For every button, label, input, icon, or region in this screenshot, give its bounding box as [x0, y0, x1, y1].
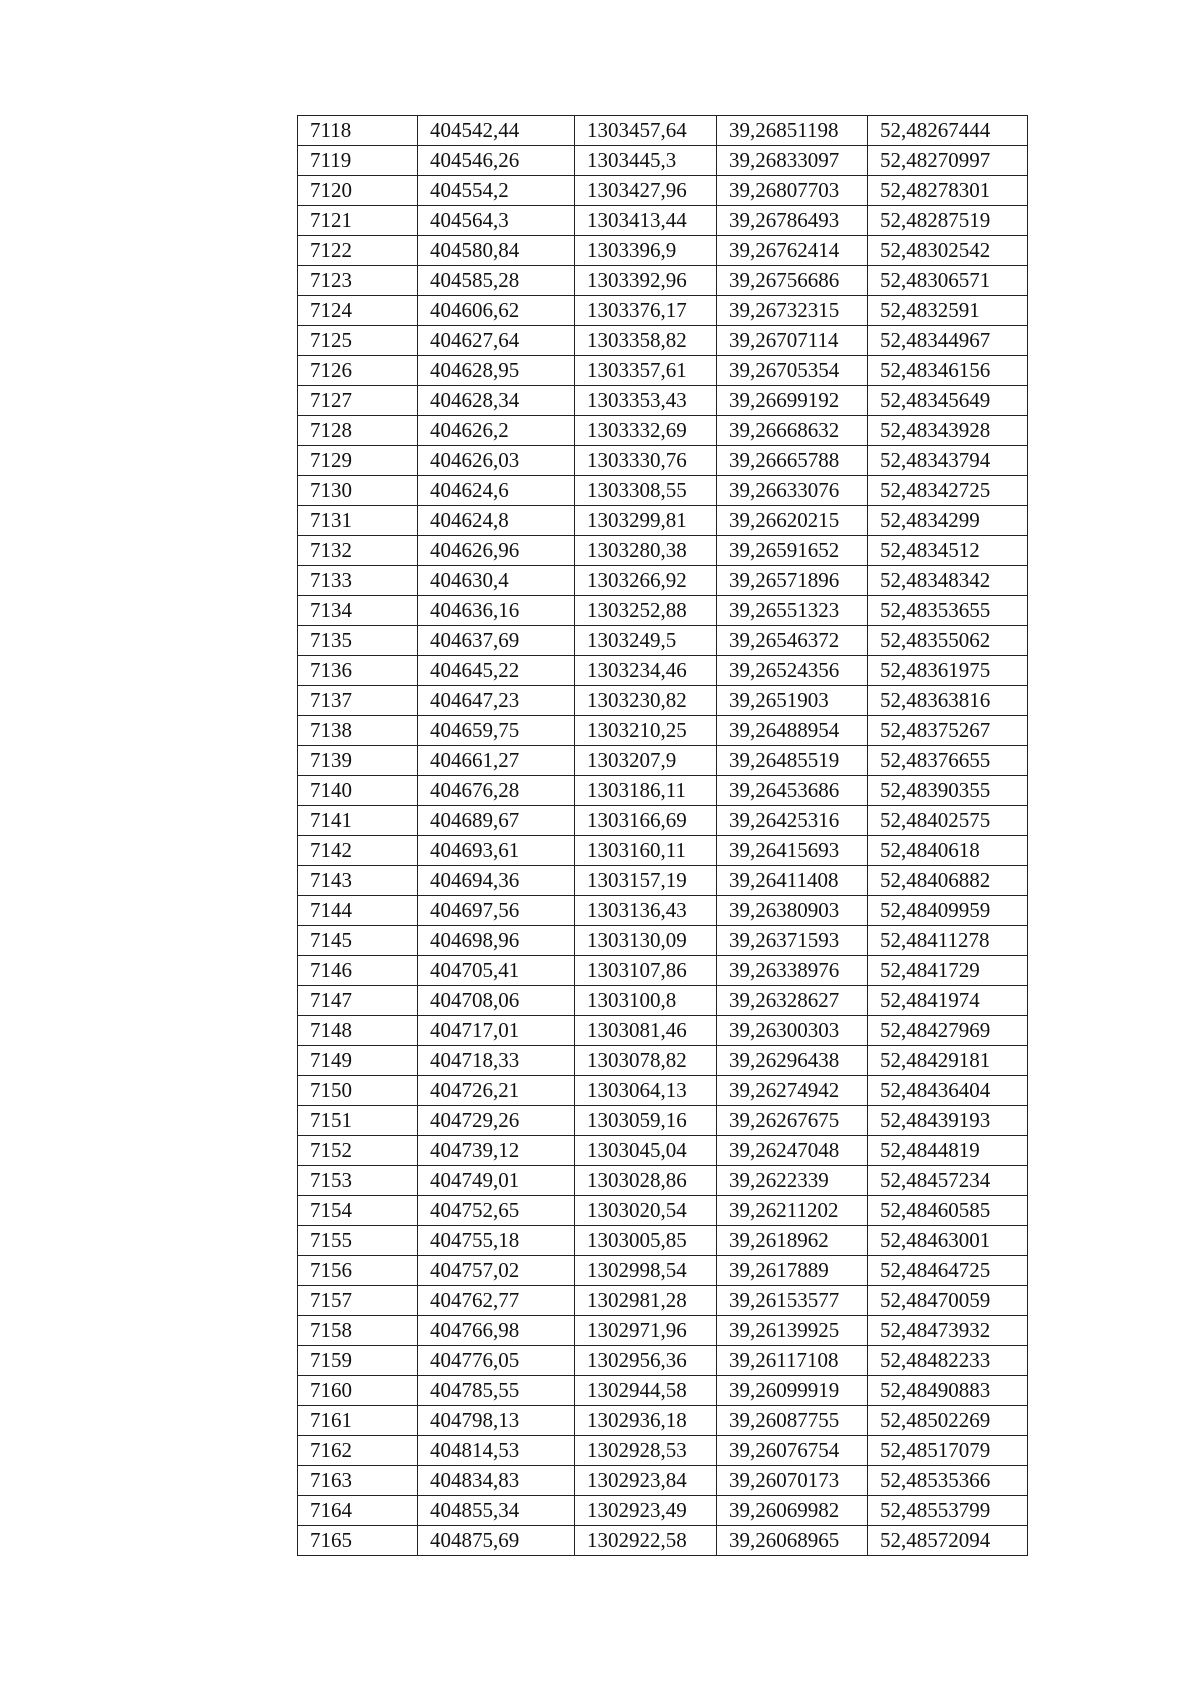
longitude-cell: 39,26620215 — [717, 506, 868, 536]
x-coordinate-cell: 404628,95 — [418, 356, 575, 386]
latitude-cell: 52,48460585 — [868, 1196, 1028, 1226]
point-number-cell: 7163 — [298, 1466, 418, 1496]
point-number-cell: 7129 — [298, 446, 418, 476]
longitude-cell: 39,26069982 — [717, 1496, 868, 1526]
latitude-cell: 52,4844819 — [868, 1136, 1028, 1166]
latitude-cell: 52,4834512 — [868, 536, 1028, 566]
latitude-cell: 52,48457234 — [868, 1166, 1028, 1196]
table-row — [298, 176, 1028, 206]
table-row — [298, 656, 1028, 686]
table-row — [298, 896, 1028, 926]
longitude-cell: 39,2622339 — [717, 1166, 868, 1196]
table-row — [298, 1196, 1028, 1226]
point-number-cell: 7119 — [298, 146, 418, 176]
y-coordinate-cell: 1303413,44 — [575, 206, 717, 236]
x-coordinate-cell: 404636,16 — [418, 596, 575, 626]
y-coordinate-cell: 1303396,9 — [575, 236, 717, 266]
table-row — [298, 566, 1028, 596]
table-row — [298, 296, 1028, 326]
longitude-cell: 39,26762414 — [717, 236, 868, 266]
table-row — [298, 506, 1028, 536]
longitude-cell: 39,26705354 — [717, 356, 868, 386]
point-number-cell: 7139 — [298, 746, 418, 776]
latitude-cell: 52,48348342 — [868, 566, 1028, 596]
point-number-cell: 7123 — [298, 266, 418, 296]
y-coordinate-cell: 1303045,04 — [575, 1136, 717, 1166]
point-number-cell: 7140 — [298, 776, 418, 806]
y-coordinate-cell: 1303330,76 — [575, 446, 717, 476]
x-coordinate-cell: 404739,12 — [418, 1136, 575, 1166]
table-row — [298, 836, 1028, 866]
x-coordinate-cell: 404637,69 — [418, 626, 575, 656]
point-number-cell: 7149 — [298, 1046, 418, 1076]
x-coordinate-cell: 404726,21 — [418, 1076, 575, 1106]
longitude-cell: 39,26274942 — [717, 1076, 868, 1106]
latitude-cell: 52,48343794 — [868, 446, 1028, 476]
point-number-cell: 7154 — [298, 1196, 418, 1226]
y-coordinate-cell: 1303020,54 — [575, 1196, 717, 1226]
table-row — [298, 1016, 1028, 1046]
latitude-cell: 52,48270997 — [868, 146, 1028, 176]
point-number-cell: 7155 — [298, 1226, 418, 1256]
x-coordinate-cell: 404855,34 — [418, 1496, 575, 1526]
x-coordinate-cell: 404627,64 — [418, 326, 575, 356]
y-coordinate-cell: 1303457,64 — [575, 116, 717, 146]
longitude-cell: 39,26488954 — [717, 716, 868, 746]
x-coordinate-cell: 404834,83 — [418, 1466, 575, 1496]
x-coordinate-cell: 404676,28 — [418, 776, 575, 806]
longitude-cell: 39,26068965 — [717, 1526, 868, 1556]
y-coordinate-cell: 1302936,18 — [575, 1406, 717, 1436]
x-coordinate-cell: 404624,6 — [418, 476, 575, 506]
longitude-cell: 39,26524356 — [717, 656, 868, 686]
y-coordinate-cell: 1303234,46 — [575, 656, 717, 686]
x-coordinate-cell: 404752,65 — [418, 1196, 575, 1226]
x-coordinate-cell: 404755,18 — [418, 1226, 575, 1256]
point-number-cell: 7136 — [298, 656, 418, 686]
longitude-cell: 39,26833097 — [717, 146, 868, 176]
point-number-cell: 7127 — [298, 386, 418, 416]
point-number-cell: 7128 — [298, 416, 418, 446]
table-row — [298, 1346, 1028, 1376]
point-number-cell: 7158 — [298, 1316, 418, 1346]
x-coordinate-cell: 404554,2 — [418, 176, 575, 206]
point-number-cell: 7120 — [298, 176, 418, 206]
longitude-cell: 39,26076754 — [717, 1436, 868, 1466]
longitude-cell: 39,26591652 — [717, 536, 868, 566]
x-coordinate-cell: 404628,34 — [418, 386, 575, 416]
x-coordinate-cell: 404749,01 — [418, 1166, 575, 1196]
longitude-cell: 39,26211202 — [717, 1196, 868, 1226]
y-coordinate-cell: 1303100,8 — [575, 986, 717, 1016]
table-row — [298, 1286, 1028, 1316]
y-coordinate-cell: 1303186,11 — [575, 776, 717, 806]
latitude-cell: 52,48402575 — [868, 806, 1028, 836]
y-coordinate-cell: 1303028,86 — [575, 1166, 717, 1196]
longitude-cell: 39,2617889 — [717, 1256, 868, 1286]
x-coordinate-cell: 404757,02 — [418, 1256, 575, 1286]
y-coordinate-cell: 1303166,69 — [575, 806, 717, 836]
x-coordinate-cell: 404762,77 — [418, 1286, 575, 1316]
x-coordinate-cell: 404875,69 — [418, 1526, 575, 1556]
longitude-cell: 39,2618962 — [717, 1226, 868, 1256]
point-number-cell: 7134 — [298, 596, 418, 626]
x-coordinate-cell: 404698,96 — [418, 926, 575, 956]
latitude-cell: 52,48470059 — [868, 1286, 1028, 1316]
table-row — [298, 716, 1028, 746]
y-coordinate-cell: 1302923,49 — [575, 1496, 717, 1526]
longitude-cell: 39,26099919 — [717, 1376, 868, 1406]
y-coordinate-cell: 1303064,13 — [575, 1076, 717, 1106]
y-coordinate-cell: 1303308,55 — [575, 476, 717, 506]
x-coordinate-cell: 404708,06 — [418, 986, 575, 1016]
longitude-cell: 39,26851198 — [717, 116, 868, 146]
x-coordinate-cell: 404564,3 — [418, 206, 575, 236]
y-coordinate-cell: 1303005,85 — [575, 1226, 717, 1256]
x-coordinate-cell: 404729,26 — [418, 1106, 575, 1136]
x-coordinate-cell: 404659,75 — [418, 716, 575, 746]
x-coordinate-cell: 404705,41 — [418, 956, 575, 986]
point-number-cell: 7126 — [298, 356, 418, 386]
point-number-cell: 7146 — [298, 956, 418, 986]
table-row — [298, 446, 1028, 476]
y-coordinate-cell: 1303136,43 — [575, 896, 717, 926]
table-row — [298, 146, 1028, 176]
latitude-cell: 52,48345649 — [868, 386, 1028, 416]
y-coordinate-cell: 1303252,88 — [575, 596, 717, 626]
latitude-cell: 52,48553799 — [868, 1496, 1028, 1526]
longitude-cell: 39,26665788 — [717, 446, 868, 476]
point-number-cell: 7132 — [298, 536, 418, 566]
longitude-cell: 39,26485519 — [717, 746, 868, 776]
latitude-cell: 52,48429181 — [868, 1046, 1028, 1076]
y-coordinate-cell: 1303358,82 — [575, 326, 717, 356]
x-coordinate-cell: 404776,05 — [418, 1346, 575, 1376]
table-row — [298, 536, 1028, 566]
x-coordinate-cell: 404606,62 — [418, 296, 575, 326]
point-number-cell: 7138 — [298, 716, 418, 746]
x-coordinate-cell: 404626,2 — [418, 416, 575, 446]
table-row — [298, 806, 1028, 836]
longitude-cell: 39,26807703 — [717, 176, 868, 206]
latitude-cell: 52,48361975 — [868, 656, 1028, 686]
latitude-cell: 52,48436404 — [868, 1076, 1028, 1106]
longitude-cell: 39,26087755 — [717, 1406, 868, 1436]
table-row — [298, 866, 1028, 896]
y-coordinate-cell: 1303107,86 — [575, 956, 717, 986]
latitude-cell: 52,48376655 — [868, 746, 1028, 776]
point-number-cell: 7145 — [298, 926, 418, 956]
table-row — [298, 1076, 1028, 1106]
y-coordinate-cell: 1303230,82 — [575, 686, 717, 716]
y-coordinate-cell: 1303445,3 — [575, 146, 717, 176]
latitude-cell: 52,48473932 — [868, 1316, 1028, 1346]
table-row — [298, 236, 1028, 266]
latitude-cell: 52,4841729 — [868, 956, 1028, 986]
x-coordinate-cell: 404626,96 — [418, 536, 575, 566]
y-coordinate-cell: 1303210,25 — [575, 716, 717, 746]
point-number-cell: 7121 — [298, 206, 418, 236]
y-coordinate-cell: 1302923,84 — [575, 1466, 717, 1496]
longitude-cell: 39,26425316 — [717, 806, 868, 836]
point-number-cell: 7135 — [298, 626, 418, 656]
table-row — [298, 326, 1028, 356]
latitude-cell: 52,48439193 — [868, 1106, 1028, 1136]
latitude-cell: 52,48409959 — [868, 896, 1028, 926]
latitude-cell: 52,48287519 — [868, 206, 1028, 236]
latitude-cell: 52,48464725 — [868, 1256, 1028, 1286]
longitude-cell: 39,26699192 — [717, 386, 868, 416]
latitude-cell: 52,48306571 — [868, 266, 1028, 296]
latitude-cell: 52,48535366 — [868, 1466, 1028, 1496]
longitude-cell: 39,26633076 — [717, 476, 868, 506]
x-coordinate-cell: 404585,28 — [418, 266, 575, 296]
point-number-cell: 7133 — [298, 566, 418, 596]
table-row — [298, 1136, 1028, 1166]
latitude-cell: 52,48346156 — [868, 356, 1028, 386]
y-coordinate-cell: 1303160,11 — [575, 836, 717, 866]
point-number-cell: 7150 — [298, 1076, 418, 1106]
table-row — [298, 1496, 1028, 1526]
table-row — [298, 1406, 1028, 1436]
table-row — [298, 356, 1028, 386]
table-row — [298, 1526, 1028, 1556]
x-coordinate-cell: 404697,56 — [418, 896, 575, 926]
longitude-cell: 39,26732315 — [717, 296, 868, 326]
longitude-cell: 39,26139925 — [717, 1316, 868, 1346]
longitude-cell: 39,26300303 — [717, 1016, 868, 1046]
point-number-cell: 7153 — [298, 1166, 418, 1196]
longitude-cell: 39,26380903 — [717, 896, 868, 926]
point-number-cell: 7137 — [298, 686, 418, 716]
longitude-cell: 39,26571896 — [717, 566, 868, 596]
table-row — [298, 206, 1028, 236]
table-row — [298, 1226, 1028, 1256]
table-row — [298, 1436, 1028, 1466]
latitude-cell: 52,48278301 — [868, 176, 1028, 206]
point-number-cell: 7125 — [298, 326, 418, 356]
longitude-cell: 39,2651903 — [717, 686, 868, 716]
longitude-cell: 39,26786493 — [717, 206, 868, 236]
longitude-cell: 39,26328627 — [717, 986, 868, 1016]
table-row — [298, 1316, 1028, 1346]
y-coordinate-cell: 1302981,28 — [575, 1286, 717, 1316]
longitude-cell: 39,26267675 — [717, 1106, 868, 1136]
y-coordinate-cell: 1302922,58 — [575, 1526, 717, 1556]
table-row — [298, 476, 1028, 506]
point-number-cell: 7130 — [298, 476, 418, 506]
point-number-cell: 7147 — [298, 986, 418, 1016]
point-number-cell: 7144 — [298, 896, 418, 926]
y-coordinate-cell: 1303280,38 — [575, 536, 717, 566]
coordinates-table-body — [298, 116, 1028, 1556]
point-number-cell: 7156 — [298, 1256, 418, 1286]
longitude-cell: 39,26453686 — [717, 776, 868, 806]
x-coordinate-cell: 404546,26 — [418, 146, 575, 176]
point-number-cell: 7159 — [298, 1346, 418, 1376]
longitude-cell: 39,26117108 — [717, 1346, 868, 1376]
table-row — [298, 626, 1028, 656]
y-coordinate-cell: 1302971,96 — [575, 1316, 717, 1346]
latitude-cell: 52,48482233 — [868, 1346, 1028, 1376]
latitude-cell: 52,48406882 — [868, 866, 1028, 896]
y-coordinate-cell: 1303078,82 — [575, 1046, 717, 1076]
x-coordinate-cell: 404718,33 — [418, 1046, 575, 1076]
point-number-cell: 7162 — [298, 1436, 418, 1466]
latitude-cell: 52,48363816 — [868, 686, 1028, 716]
point-number-cell: 7148 — [298, 1016, 418, 1046]
latitude-cell: 52,48572094 — [868, 1526, 1028, 1556]
longitude-cell: 39,26411408 — [717, 866, 868, 896]
y-coordinate-cell: 1303249,5 — [575, 626, 717, 656]
x-coordinate-cell: 404580,84 — [418, 236, 575, 266]
y-coordinate-cell: 1302928,53 — [575, 1436, 717, 1466]
longitude-cell: 39,26668632 — [717, 416, 868, 446]
table-row — [298, 1106, 1028, 1136]
y-coordinate-cell: 1303353,43 — [575, 386, 717, 416]
point-number-cell: 7164 — [298, 1496, 418, 1526]
point-number-cell: 7157 — [298, 1286, 418, 1316]
x-coordinate-cell: 404647,23 — [418, 686, 575, 716]
table-row — [298, 776, 1028, 806]
y-coordinate-cell: 1303376,17 — [575, 296, 717, 326]
table-row — [298, 986, 1028, 1016]
longitude-cell: 39,26551323 — [717, 596, 868, 626]
x-coordinate-cell: 404766,98 — [418, 1316, 575, 1346]
latitude-cell: 52,4834299 — [868, 506, 1028, 536]
longitude-cell: 39,26153577 — [717, 1286, 868, 1316]
x-coordinate-cell: 404661,27 — [418, 746, 575, 776]
latitude-cell: 52,4840618 — [868, 836, 1028, 866]
x-coordinate-cell: 404626,03 — [418, 446, 575, 476]
y-coordinate-cell: 1302944,58 — [575, 1376, 717, 1406]
latitude-cell: 52,48517079 — [868, 1436, 1028, 1466]
latitude-cell: 52,4841974 — [868, 986, 1028, 1016]
latitude-cell: 52,48490883 — [868, 1376, 1028, 1406]
x-coordinate-cell: 404624,8 — [418, 506, 575, 536]
latitude-cell: 52,48302542 — [868, 236, 1028, 266]
longitude-cell: 39,26338976 — [717, 956, 868, 986]
point-number-cell: 7142 — [298, 836, 418, 866]
latitude-cell: 52,48342725 — [868, 476, 1028, 506]
latitude-cell: 52,48502269 — [868, 1406, 1028, 1436]
point-number-cell: 7165 — [298, 1526, 418, 1556]
point-number-cell: 7161 — [298, 1406, 418, 1436]
x-coordinate-cell: 404798,13 — [418, 1406, 575, 1436]
longitude-cell: 39,26546372 — [717, 626, 868, 656]
latitude-cell: 52,48427969 — [868, 1016, 1028, 1046]
latitude-cell: 52,48344967 — [868, 326, 1028, 356]
x-coordinate-cell: 404694,36 — [418, 866, 575, 896]
longitude-cell: 39,26296438 — [717, 1046, 868, 1076]
table-row — [298, 1466, 1028, 1496]
y-coordinate-cell: 1303081,46 — [575, 1016, 717, 1046]
latitude-cell: 52,4832591 — [868, 296, 1028, 326]
table-row — [298, 956, 1028, 986]
table-row — [298, 416, 1028, 446]
table-row — [298, 1256, 1028, 1286]
table-row — [298, 746, 1028, 776]
table-row — [298, 266, 1028, 296]
longitude-cell: 39,26247048 — [717, 1136, 868, 1166]
point-number-cell: 7141 — [298, 806, 418, 836]
longitude-cell: 39,26756686 — [717, 266, 868, 296]
latitude-cell: 52,48355062 — [868, 626, 1028, 656]
y-coordinate-cell: 1303332,69 — [575, 416, 717, 446]
point-number-cell: 7160 — [298, 1376, 418, 1406]
y-coordinate-cell: 1303392,96 — [575, 266, 717, 296]
point-number-cell: 7124 — [298, 296, 418, 326]
table-row — [298, 386, 1028, 416]
table-row — [298, 116, 1028, 146]
latitude-cell: 52,48353655 — [868, 596, 1028, 626]
latitude-cell: 52,48411278 — [868, 926, 1028, 956]
coordinates-table — [297, 115, 1028, 1556]
y-coordinate-cell: 1303157,19 — [575, 866, 717, 896]
latitude-cell: 52,48390355 — [868, 776, 1028, 806]
table-row — [298, 1376, 1028, 1406]
latitude-cell: 52,48375267 — [868, 716, 1028, 746]
y-coordinate-cell: 1302998,54 — [575, 1256, 717, 1286]
x-coordinate-cell: 404785,55 — [418, 1376, 575, 1406]
y-coordinate-cell: 1303299,81 — [575, 506, 717, 536]
longitude-cell: 39,26707114 — [717, 326, 868, 356]
latitude-cell: 52,48343928 — [868, 416, 1028, 446]
x-coordinate-cell: 404717,01 — [418, 1016, 575, 1046]
longitude-cell: 39,26371593 — [717, 926, 868, 956]
y-coordinate-cell: 1303266,92 — [575, 566, 717, 596]
longitude-cell: 39,26070173 — [717, 1466, 868, 1496]
x-coordinate-cell: 404693,61 — [418, 836, 575, 866]
y-coordinate-cell: 1303427,96 — [575, 176, 717, 206]
latitude-cell: 52,48463001 — [868, 1226, 1028, 1256]
table-row — [298, 596, 1028, 626]
y-coordinate-cell: 1302956,36 — [575, 1346, 717, 1376]
point-number-cell: 7118 — [298, 116, 418, 146]
x-coordinate-cell: 404814,53 — [418, 1436, 575, 1466]
y-coordinate-cell: 1303130,09 — [575, 926, 717, 956]
x-coordinate-cell: 404630,4 — [418, 566, 575, 596]
x-coordinate-cell: 404542,44 — [418, 116, 575, 146]
longitude-cell: 39,26415693 — [717, 836, 868, 866]
table-row — [298, 1046, 1028, 1076]
table-row — [298, 686, 1028, 716]
table-row — [298, 926, 1028, 956]
y-coordinate-cell: 1303357,61 — [575, 356, 717, 386]
point-number-cell: 7122 — [298, 236, 418, 266]
x-coordinate-cell: 404645,22 — [418, 656, 575, 686]
y-coordinate-cell: 1303059,16 — [575, 1106, 717, 1136]
point-number-cell: 7151 — [298, 1106, 418, 1136]
point-number-cell: 7152 — [298, 1136, 418, 1166]
y-coordinate-cell: 1303207,9 — [575, 746, 717, 776]
x-coordinate-cell: 404689,67 — [418, 806, 575, 836]
latitude-cell: 52,48267444 — [868, 116, 1028, 146]
point-number-cell: 7131 — [298, 506, 418, 536]
point-number-cell: 7143 — [298, 866, 418, 896]
table-row — [298, 1166, 1028, 1196]
